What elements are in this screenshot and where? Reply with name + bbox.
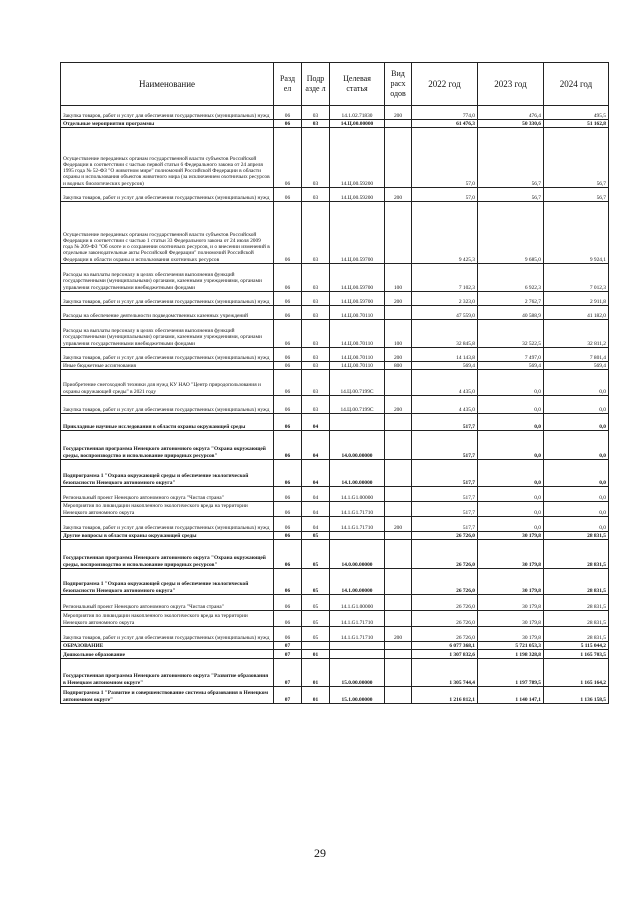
column-header-2023: 2023 год	[478, 63, 544, 106]
cell-razd: 06	[274, 532, 302, 540]
cell-razd: 06	[274, 627, 302, 642]
cell-razd: 06	[274, 188, 302, 202]
cell-podrazd: 05	[302, 611, 330, 627]
cell-podrazd: 03	[302, 320, 330, 348]
cell-y2023: 56,7	[478, 188, 544, 202]
table-row	[61, 306, 609, 320]
cell-y2024: 0,0	[544, 487, 609, 502]
table-row	[61, 502, 609, 517]
cell-name: Другие вопросы в области охраны окружающей среды	[61, 532, 274, 540]
cell-razd: 06	[274, 264, 302, 292]
cell-y2024: 0,0	[544, 517, 609, 532]
cell-target: 15.1.00.00000	[330, 687, 385, 704]
cell-razd: 06	[274, 202, 302, 264]
cell-target	[330, 642, 385, 650]
cell-vid	[385, 120, 412, 128]
cell-target: 14.Ц.00.70110	[330, 362, 385, 370]
table-row	[61, 370, 609, 396]
cell-vid: 200	[385, 396, 412, 414]
cell-y2023: 5 721 053,3	[478, 642, 544, 650]
cell-podrazd: 04	[302, 414, 330, 431]
table-row	[61, 460, 609, 487]
cell-vid	[385, 532, 412, 540]
cell-name: Государственная программа Ненецкого автономного округа "Охрана окружающей среды, воспроизводство и использование природных ресурсов"	[61, 431, 274, 460]
cell-name: Закупка товаров, работ и услуг для обеспечения государственных (муниципальных) нужд	[61, 106, 274, 120]
cell-y2023: 0,0	[478, 502, 544, 517]
table-row	[61, 595, 609, 611]
cell-name: Закупка товаров, работ и услуг для обеспечения государственных (муниципальных) нужд	[61, 396, 274, 414]
cell-y2024: 1 165 703,5	[544, 650, 609, 659]
cell-y2024: 32 811,2	[544, 320, 609, 348]
table-row	[61, 532, 609, 540]
cell-vid	[385, 650, 412, 659]
cell-y2022: 26 726,0	[412, 569, 478, 595]
cell-name: Расходы на выплаты персоналу в целях обеспечения выполнения функций государственными (муниципальными) органами, казенными учреждениями, органами управления государственными внебюджетными фондами	[61, 264, 274, 292]
table-row	[61, 362, 609, 370]
cell-y2023: 569,4	[478, 362, 544, 370]
cell-y2023: 56,7	[478, 128, 544, 188]
cell-name: Подпрограмма 1 "Охрана окружающей среды и обеспечение экологической безопасности Ненецкого автономного округа"	[61, 569, 274, 595]
cell-y2022: 6 077 368,1	[412, 642, 478, 650]
cell-y2023: 30 179,8	[478, 611, 544, 627]
cell-vid	[385, 642, 412, 650]
cell-y2023: 0,0	[478, 487, 544, 502]
table-row	[61, 431, 609, 460]
cell-name: Закупка товаров, работ и услуг для обеспечения государственных (муниципальных) нужд	[61, 292, 274, 306]
table-row	[61, 414, 609, 431]
cell-y2024: 51 162,8	[544, 120, 609, 128]
cell-razd: 06	[274, 292, 302, 306]
cell-y2023: 30 179,8	[478, 627, 544, 642]
cell-y2023: 0,0	[478, 414, 544, 431]
cell-name: Мероприятия по ликвидации накопленного экологического вреда на территории Ненецкого автономного округа	[61, 502, 274, 517]
cell-target: 14.0.00.00000	[330, 540, 385, 569]
table-row	[61, 188, 609, 202]
cell-vid	[385, 431, 412, 460]
cell-name: Подпрограмма 1 "Охрана окружающей среды и обеспечение экологической безопасности Ненецкого автономного округа"	[61, 460, 274, 487]
cell-target: 14.1.G1.00000	[330, 595, 385, 611]
table-row	[61, 320, 609, 348]
table-row	[61, 202, 609, 264]
cell-target: 14.1.G1.71710	[330, 611, 385, 627]
cell-podrazd: 05	[302, 540, 330, 569]
cell-target: 14.Ц.00.59200	[330, 188, 385, 202]
cell-vid: 200	[385, 188, 412, 202]
cell-y2023: 50 330,6	[478, 120, 544, 128]
cell-podrazd: 05	[302, 595, 330, 611]
cell-target: 14.1.02.71830	[330, 106, 385, 120]
cell-y2024: 0,0	[544, 396, 609, 414]
cell-y2022: 1 307 832,6	[412, 650, 478, 659]
cell-target: 14.Ц.00.59700	[330, 292, 385, 306]
cell-y2024: 28 831,5	[544, 569, 609, 595]
table-row	[61, 642, 609, 650]
cell-podrazd: 03	[302, 370, 330, 396]
page-number: 29	[314, 846, 326, 860]
cell-y2022: 47 559,0	[412, 306, 478, 320]
table-row	[61, 128, 609, 188]
cell-y2024: 495,5	[544, 106, 609, 120]
cell-y2023: 30 179,8	[478, 595, 544, 611]
cell-razd: 06	[274, 502, 302, 517]
cell-y2024: 28 831,5	[544, 627, 609, 642]
cell-y2022: 517,7	[412, 502, 478, 517]
cell-razd: 06	[274, 540, 302, 569]
cell-podrazd: 05	[302, 627, 330, 642]
cell-podrazd: 03	[302, 202, 330, 264]
cell-podrazd: 03	[302, 188, 330, 202]
table-body	[61, 106, 609, 704]
cell-y2022: 57,0	[412, 188, 478, 202]
cell-y2023: 30 179,8	[478, 532, 544, 540]
column-header-2024: 2024 год	[544, 63, 609, 106]
cell-razd: 06	[274, 595, 302, 611]
column-header-vid: Вид расх одов	[385, 63, 412, 106]
cell-razd: 06	[274, 370, 302, 396]
cell-razd: 06	[274, 320, 302, 348]
cell-vid: 800	[385, 362, 412, 370]
cell-name: Закупка товаров, работ и услуг для обеспечения государственных (муниципальных) нужд	[61, 627, 274, 642]
cell-vid: 200	[385, 106, 412, 120]
cell-razd: 07	[274, 650, 302, 659]
cell-y2024: 0,0	[544, 460, 609, 487]
cell-podrazd: 04	[302, 460, 330, 487]
cell-podrazd: 05	[302, 569, 330, 595]
cell-podrazd: 04	[302, 431, 330, 460]
cell-y2023: 1 197 789,5	[478, 659, 544, 687]
cell-y2022: 517,7	[412, 487, 478, 502]
cell-y2024: 7 801,4	[544, 348, 609, 362]
table-row	[61, 292, 609, 306]
cell-target: 14.Ц.00.7199С	[330, 370, 385, 396]
cell-y2024: 28 831,5	[544, 540, 609, 569]
cell-name: Подпрограмма 1 "Развитие и совершенствование системы образования в Ненецком автономном округе"	[61, 687, 274, 704]
cell-y2022: 61 476,3	[412, 120, 478, 128]
table-row	[61, 264, 609, 292]
cell-y2024: 1 165 164,2	[544, 659, 609, 687]
cell-vid: 100	[385, 264, 412, 292]
cell-y2024: 56,7	[544, 188, 609, 202]
cell-name: Осуществление переданных органам государственной власти субъектов Российской Федерации в соответствии с частью первой статьи 6 Федерального закона от 24 апреля 1995 года № 52-ФЗ "О животном мире" полномочий Российской Федерации в области охраны и использования объектов животного мира (за исключением охотничьих ресурсов и водных биологических ресурсов)	[61, 128, 274, 188]
cell-y2023: 1 140 147,1	[478, 687, 544, 704]
cell-podrazd: 03	[302, 362, 330, 370]
cell-razd: 06	[274, 106, 302, 120]
cell-target: 14.Ц.00.7199С	[330, 396, 385, 414]
cell-razd: 06	[274, 611, 302, 627]
cell-y2022: 26 726,0	[412, 595, 478, 611]
cell-y2022: 4 435,0	[412, 370, 478, 396]
cell-podrazd: 03	[302, 264, 330, 292]
cell-target: 14.1.G1.00000	[330, 487, 385, 502]
cell-razd: 06	[274, 431, 302, 460]
cell-y2022: 26 726,0	[412, 611, 478, 627]
cell-name: Государственная программа Ненецкого автономного округа "Охрана окружающей среды, воспроизводство и использование природных ресурсов"	[61, 540, 274, 569]
cell-podrazd: 04	[302, 502, 330, 517]
cell-y2022: 774,0	[412, 106, 478, 120]
cell-y2023: 6 922,3	[478, 264, 544, 292]
cell-name: Отдельные мероприятия программы	[61, 120, 274, 128]
cell-y2024: 0,0	[544, 414, 609, 431]
cell-razd: 06	[274, 414, 302, 431]
cell-name: Государственная программа Ненецкого автономного округа "Развитие образования в Ненецком автономном округе"	[61, 659, 274, 687]
table-row	[61, 650, 609, 659]
cell-target: 14.Ц.00.70110	[330, 320, 385, 348]
cell-vid	[385, 611, 412, 627]
cell-podrazd: 03	[302, 348, 330, 362]
cell-podrazd: 04	[302, 517, 330, 532]
cell-vid: 200	[385, 292, 412, 306]
cell-razd: 06	[274, 396, 302, 414]
cell-y2022: 9 425,3	[412, 202, 478, 264]
cell-y2022: 4 435,0	[412, 396, 478, 414]
cell-name: Закупка товаров, работ и услуг для обеспечения государственных (муниципальных) нужд	[61, 348, 274, 362]
budget-table-sheet	[60, 62, 608, 704]
cell-target: 14.Ц.00.00000	[330, 120, 385, 128]
cell-y2024: 5 115 044,2	[544, 642, 609, 650]
cell-target: 14.1.00.00000	[330, 460, 385, 487]
cell-razd: 06	[274, 487, 302, 502]
cell-y2024: 28 831,5	[544, 595, 609, 611]
cell-razd: 06	[274, 128, 302, 188]
table-row	[61, 569, 609, 595]
cell-target	[330, 414, 385, 431]
cell-y2024: 2 911,8	[544, 292, 609, 306]
cell-podrazd: 04	[302, 487, 330, 502]
cell-y2023: 30 179,8	[478, 540, 544, 569]
cell-name: Региональный проект Ненецкого автономного округа "Чистая страна"	[61, 487, 274, 502]
cell-razd: 06	[274, 120, 302, 128]
cell-y2022: 569,4	[412, 362, 478, 370]
cell-name: Прикладные научные исследования в области охраны окружающей среды	[61, 414, 274, 431]
cell-name: Закупка товаров, работ и услуг для обеспечения государственных (муниципальных) нужд	[61, 188, 274, 202]
cell-y2023: 0,0	[478, 517, 544, 532]
cell-vid	[385, 502, 412, 517]
cell-y2024: 1 136 158,5	[544, 687, 609, 704]
table-row	[61, 627, 609, 642]
cell-y2024: 9 924,1	[544, 202, 609, 264]
table-row	[61, 120, 609, 128]
cell-razd: 06	[274, 569, 302, 595]
cell-y2022: 1 305 744,4	[412, 659, 478, 687]
cell-y2024: 28 831,5	[544, 532, 609, 540]
table-row	[61, 348, 609, 362]
table-header-row	[61, 63, 609, 106]
table-row	[61, 487, 609, 502]
cell-name: Закупка товаров, работ и услуг для обеспечения государственных (муниципальных) нужд	[61, 517, 274, 532]
cell-vid	[385, 306, 412, 320]
table-row	[61, 517, 609, 532]
column-header-2022: 2022 год	[412, 63, 478, 106]
cell-podrazd: 01	[302, 687, 330, 704]
cell-name: Расходы на обеспечение деятельности подведомственных казенных учреждений	[61, 306, 274, 320]
cell-vid	[385, 569, 412, 595]
cell-name: Расходы на выплаты персоналу в целях обеспечения выполнения функций государственными (муниципальными) органами, казенными учреждениями, органами управления государственными внебюджетными фондами	[61, 320, 274, 348]
table-row	[61, 106, 609, 120]
cell-target: 15.0.00.00000	[330, 659, 385, 687]
cell-y2023: 0,0	[478, 431, 544, 460]
cell-podrazd: 03	[302, 306, 330, 320]
cell-y2022: 26 726,0	[412, 540, 478, 569]
cell-y2022: 32 845,8	[412, 320, 478, 348]
cell-name: Иные бюджетные ассигнования	[61, 362, 274, 370]
table-row	[61, 396, 609, 414]
cell-target: 14.1.G1.71710	[330, 502, 385, 517]
cell-vid	[385, 687, 412, 704]
cell-target: 14.1.G1.71710	[330, 517, 385, 532]
cell-y2023: 40 588,9	[478, 306, 544, 320]
cell-vid: 200	[385, 348, 412, 362]
cell-y2024: 0,0	[544, 370, 609, 396]
cell-y2024: 0,0	[544, 431, 609, 460]
cell-name: Региональный проект Ненецкого автономного округа "Чистая страна"	[61, 595, 274, 611]
cell-razd: 07	[274, 659, 302, 687]
cell-y2024: 56,7	[544, 128, 609, 188]
cell-podrazd: 03	[302, 120, 330, 128]
cell-name: ОБРАЗОВАНИЕ	[61, 642, 274, 650]
column-header-podrazd: Подр азде л	[302, 63, 330, 106]
table-row	[61, 687, 609, 704]
cell-y2024: 0,0	[544, 502, 609, 517]
cell-podrazd: 01	[302, 650, 330, 659]
cell-razd: 07	[274, 687, 302, 704]
cell-y2023: 30 179,8	[478, 569, 544, 595]
cell-vid	[385, 128, 412, 188]
cell-target	[330, 650, 385, 659]
cell-y2022: 7 102,3	[412, 264, 478, 292]
cell-y2023: 0,0	[478, 460, 544, 487]
cell-vid	[385, 370, 412, 396]
cell-razd: 06	[274, 362, 302, 370]
cell-target: 14.1.G1.71710	[330, 627, 385, 642]
cell-y2022: 517,7	[412, 517, 478, 532]
cell-vid	[385, 659, 412, 687]
cell-name: Мероприятия по ликвидации накопленного экологического вреда на территории Ненецкого автономного округа	[61, 611, 274, 627]
cell-name: Дошкольное образование	[61, 650, 274, 659]
cell-y2023: 7 497,0	[478, 348, 544, 362]
cell-y2022: 26 726,0	[412, 627, 478, 642]
cell-target: 14.Ц.00.59700	[330, 202, 385, 264]
cell-vid	[385, 540, 412, 569]
cell-y2024: 569,4	[544, 362, 609, 370]
cell-vid	[385, 595, 412, 611]
cell-target: 14.Ц.00.59700	[330, 264, 385, 292]
cell-y2023: 0,0	[478, 370, 544, 396]
cell-podrazd	[302, 642, 330, 650]
cell-vid: 200	[385, 627, 412, 642]
cell-y2022: 1 216 812,1	[412, 687, 478, 704]
cell-name: Приобретение снегоходной техники для нужд КУ НАО "Центр природопользования и охраны окружающей среды" в 2021 году	[61, 370, 274, 396]
cell-podrazd: 01	[302, 659, 330, 687]
cell-vid: 100	[385, 320, 412, 348]
cell-podrazd: 03	[302, 128, 330, 188]
cell-razd: 06	[274, 517, 302, 532]
cell-podrazd: 05	[302, 532, 330, 540]
cell-target: 14.0.00.00000	[330, 431, 385, 460]
cell-razd: 07	[274, 642, 302, 650]
cell-podrazd: 03	[302, 106, 330, 120]
cell-y2022: 26 726,0	[412, 532, 478, 540]
cell-y2024: 28 831,5	[544, 611, 609, 627]
cell-podrazd: 03	[302, 396, 330, 414]
table-row	[61, 540, 609, 569]
cell-y2022: 517,7	[412, 414, 478, 431]
cell-target: 14.Ц.00.70110	[330, 306, 385, 320]
cell-y2024: 7 012,3	[544, 264, 609, 292]
cell-y2022: 517,7	[412, 431, 478, 460]
cell-vid	[385, 487, 412, 502]
cell-y2023: 0,0	[478, 396, 544, 414]
cell-y2023: 32 522,5	[478, 320, 544, 348]
cell-razd: 06	[274, 460, 302, 487]
table-row	[61, 659, 609, 687]
cell-y2023: 1 198 328,8	[478, 650, 544, 659]
cell-vid	[385, 414, 412, 431]
cell-vid	[385, 460, 412, 487]
cell-y2023: 9 685,0	[478, 202, 544, 264]
cell-y2023: 2 762,7	[478, 292, 544, 306]
cell-target	[330, 532, 385, 540]
cell-y2023: 476,4	[478, 106, 544, 120]
budget-table	[60, 62, 609, 704]
column-header-target: Целевая статья	[330, 63, 385, 106]
cell-target: 14.1.00.00000	[330, 569, 385, 595]
table-row	[61, 611, 609, 627]
cell-target: 14.Ц.00.70110	[330, 348, 385, 362]
column-header-name: Наименование	[61, 63, 274, 106]
column-header-razd: Разд ел	[274, 63, 302, 106]
cell-razd: 06	[274, 348, 302, 362]
cell-y2024: 41 182,0	[544, 306, 609, 320]
cell-vid: 200	[385, 517, 412, 532]
cell-razd: 06	[274, 306, 302, 320]
cell-y2022: 2 323,0	[412, 292, 478, 306]
cell-podrazd: 03	[302, 292, 330, 306]
cell-name: Осуществление переданных органам государственной власти субъектов Российской Федерации в соответствии с частью 1 статьи 33 Федерального закона от 24 июля 2009 года № 209-ФЗ "Об охоте и о сохранении охотничьих ресурсов, и о внесении изменений в отдельные законодательные акты Российской Федерации" полномочий Российской Федерации в области охраны и использования охотничьих ресурсов	[61, 202, 274, 264]
cell-y2022: 57,0	[412, 128, 478, 188]
cell-vid	[385, 202, 412, 264]
cell-target: 14.Ц.00.59200	[330, 128, 385, 188]
cell-y2022: 14 143,8	[412, 348, 478, 362]
cell-y2022: 517,7	[412, 460, 478, 487]
